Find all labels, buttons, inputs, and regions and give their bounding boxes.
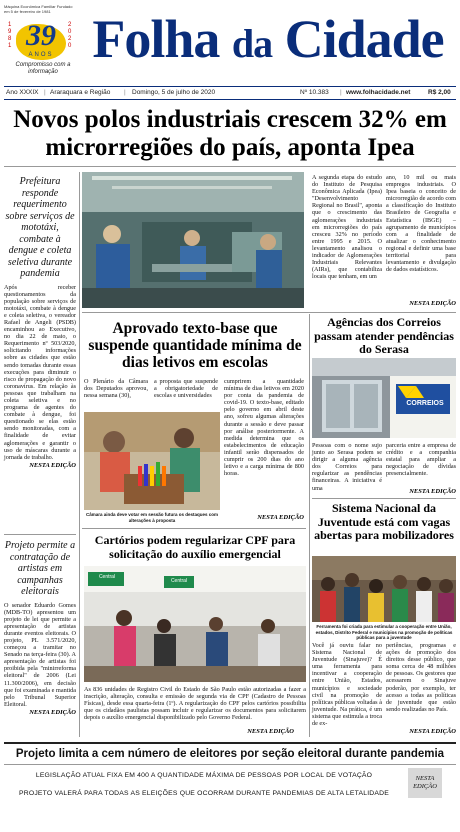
school-col2: a proposta que suspende a obrigatoriedade de escolas e universidades xyxy=(154,378,218,400)
mototaxi-headline[interactable]: Prefeitura responde requerimento sobre serviços de mototáxi, combate à dengue e coleta seletiva durante pandemia xyxy=(5,176,75,279)
footer-subline-2: PROJETO VALERÁ PARA TODAS AS ELEIÇÕES QUE OCORRAM DURANTE PANDEMIAS DE ALTA LETALIDADE xyxy=(19,790,389,797)
info-separator: | xyxy=(124,89,126,96)
badge-year-start: 1981 xyxy=(8,22,12,49)
edition-info-bar xyxy=(4,86,456,100)
left-column-divider xyxy=(4,534,76,535)
footer-edition-badge[interactable]: NESTA EDIÇÃO xyxy=(408,768,442,798)
sinajuve-col2: periências, programas e ações de promoção dos direitos desse público, que soma cerca de 48 milhões de pessoas. Os gestores que acessarem o Sinajuve poderão, por exemplo, ter acesso a todas as políticas de juventude que estão sendo realizadas no País. xyxy=(386,642,456,713)
left-column xyxy=(4,176,76,469)
sinajuve-photo xyxy=(312,556,456,622)
school-col1: O Plenário da Câmara dos Deputados aprovou, nessa semana (30), xyxy=(84,378,148,400)
info-year: Ano XXXIX xyxy=(6,89,39,96)
artists-body: O senador Eduardo Gomes (MDB-TO) apresentou um projeto de lei que permite a apresentação de artistas durante eventos eleitorais. O projeto, PL 3.571/2020, começou a tramitar no Senado na terça-feira (30). A apresentação de artistas foi proibida pela "minirreforma eleitoral" de 2006 (Lei 11.300/2006), em decisão que foi examinada e mantida pelo Tribunal Superior Eleitoral. xyxy=(4,601,76,708)
artists-headline[interactable]: Projeto permite a contratação de artistas em campanhas eleitorais xyxy=(4,540,76,597)
lead-story-col1: A segunda etapa do estudo do Instituto de Pesquisa Econômica Aplicada (Ipea) "Desenvolvimento Regional no Brasil", aponta que o crescimento das aglomerações industriais em microrregiões do país cresceu 32% no período entre 1995 e 2015. O levantamento analisou o indicador de Aglomerações Industriais Relevantes (AIRs), que contabiliza locais que tenham, em um xyxy=(312,174,382,281)
cartorio-photo xyxy=(84,566,306,682)
info-price: R$ 2,00 xyxy=(428,89,451,96)
factory-photo xyxy=(82,172,304,308)
footer-story xyxy=(4,742,456,828)
correios-logo-text: CORREIOS xyxy=(406,400,444,407)
badge-year-end: 2020 xyxy=(68,22,72,49)
mototaxi-edition-tag[interactable]: NESTA EDIÇÃO xyxy=(29,461,76,469)
sinajuve-edition-tag[interactable]: NESTA EDIÇÃO xyxy=(409,728,456,735)
logo-word-folha: Folha xyxy=(92,9,220,69)
sinajuve-headline[interactable]: Sistema Nacional da Juventude está com vagas abertas para mobilizadores xyxy=(314,501,454,542)
footer-divider xyxy=(4,764,456,765)
footer-headline[interactable]: Projeto limita a cem número de eleitores por seção eleitoral durante pandemia xyxy=(15,748,445,760)
info-issue-number: Nº 10.383 xyxy=(300,89,329,96)
school-photo-caption: Câmara ainda deve votar em sessão futura os destaques com alterações à proposta xyxy=(85,512,219,523)
lead-story-col2: ano, 10 mil ou mais empregos industriais. O Ipea baseia o conceito de microrregião de acordo com a classificação do Instituto Brasileiro de Geografia e Estatística (IBGE) – agrupamento de municípios com a finalidade de atualizar o conhecimento regional e definir uma base territorial para levantamento e divulgação de dados estatísticos. xyxy=(386,174,456,274)
school-headline[interactable]: Aprovado texto-base que suspende quantidade mínima de dias letivos em escolas xyxy=(88,320,302,371)
masthead xyxy=(4,2,456,84)
factory-illustration xyxy=(82,172,304,308)
info-separator: | xyxy=(340,89,342,96)
school-story-divider xyxy=(82,528,306,529)
school-photo xyxy=(84,412,220,510)
info-date: Domingo, 5 de julho de 2020 xyxy=(132,89,216,96)
footer-subline-1: LEGISLAÇÃO ATUAL FIXA EM 400 A QUANTIDADE MÁXIMA DE PESSOAS POR LOCAL DE VOTAÇÃO xyxy=(35,772,373,779)
badge-founding-note: Máquina Econômica Familiar Fundado em 5 de fevereiro de 1981 xyxy=(4,4,73,14)
artists-edition-tag[interactable]: NESTA EDIÇÃO xyxy=(29,708,76,716)
newspaper-logo[interactable] xyxy=(80,6,456,77)
cpf-edition-tag[interactable]: NESTA EDIÇÃO xyxy=(247,728,294,735)
headline-divider xyxy=(4,166,456,167)
info-separator: | xyxy=(44,89,46,96)
cpf-body: As 836 unidades de Registro Civil do Estado de São Paulo estão autorizadas a fazer a inscrição, alteração, consulta e emissão de segunda via de CPF (Cadastro de Pessoas Físicas), desde essa quarta-feira (1º). A regularização do CPF pelos cartórios possibilita que os cidadãos paulistas possam incluir e regularizar os documentos para solicitarem depois o auxílio emergencial disponibilizado pelo Governo Federal. xyxy=(84,686,306,722)
left-column-separator xyxy=(79,172,80,737)
logo-word-cidade: Cidade xyxy=(284,9,444,69)
badge-anos-label: ANOS xyxy=(28,52,54,58)
cpf-headline[interactable]: Cartórios podem regularizar CPF para solicitação do auxílio emergencial xyxy=(94,533,296,561)
classroom-illustration xyxy=(84,412,220,510)
sinajuve-col1: Você já ouviu falar no Sistema Nacional de Juventude (Sinajuve)? É uma ferramenta para incentivar a cooperação entre União, Estados, municípios e sociedade civil na promoção de políticas públicas voltadas à juventude. Na prática, é um sistema que estimula a troca de ex- xyxy=(312,642,382,728)
cartorio-illustration xyxy=(84,566,306,682)
info-website[interactable]: www.folhacidade.net xyxy=(346,89,411,96)
correios-storefront-illustration xyxy=(312,358,456,438)
correios-photo xyxy=(312,358,456,438)
sinajuve-photo-caption: Ferramenta foi criada para estimular a cooperação entre União, estados, Distrito Federal e municípios na promoção de políticas públicas para a juventude xyxy=(315,624,453,640)
lead-story-edition-tag[interactable]: NESTA EDIÇÃO xyxy=(409,300,456,307)
badge-tagline: Compromisso com a informação xyxy=(15,62,71,75)
youth-group-illustration xyxy=(312,556,456,622)
right-column-separator xyxy=(309,314,310,737)
lead-story-divider xyxy=(82,312,456,313)
left-column-story2 xyxy=(4,540,76,716)
correios-headline[interactable]: Agências dos Correios passam atender pendências do Serasa xyxy=(314,315,454,356)
main-headline[interactable]: Novos polos industriais crescem 32% em microrregiões do país, aponta Ipea xyxy=(13,106,447,161)
mototaxi-body: Após receber questionamentos da população sobre serviços de mototáxi, combate à dengue e coleta seletiva, o vereador Rafael de Angeli (PSDB) encaminhou ao Executivo, no dia 22 de maio, o Requerimento nº 503/2020, solicitando informações sobre as cidades que estão sendo tomadas durante essas execuções para diminuir o risco de propagação do novo coronavírus. Em relação às pessoas que trabalham na coleta seletiva e no programa de agentes do combate à dengue, foi questionado se elas estão sendo monitoradas, com a finalidade de evitar aglomerações e garantir o uso de máscaras durante a jornada de trabalho. xyxy=(4,283,76,461)
badge-number: 39 xyxy=(26,19,56,52)
correios-edition-tag[interactable]: NESTA EDIÇÃO xyxy=(409,488,456,495)
school-col3: cumprirem a quantidade mínima de dias letivos em 2020 por conta da pandemia de covid-19. O texto-base, editado pelo governo em abril deste ano, sofreu algumas alterações durante a sessão e deve passar por análise posteriormente. A medida determina que os estabelecimentos de educação infantil serão dispensados de cumprir os 200 dias do ano letivo e a carga mínima de 800 horas. xyxy=(224,378,304,478)
correios-col1: Pessoas com o nome sujo junto ao Serasa podem se dirigir a alguma agência dos Correios para regularizar as pendências financeiras. A iniciativa é uma xyxy=(312,442,382,492)
cartorio-sign-1: Central xyxy=(98,574,116,580)
correios-col2: parceria entre a empresa de crédito e a companhia estatal para ampliar a negociação de dívidas presencialmente. xyxy=(386,442,456,478)
logo-word-da: da xyxy=(231,21,273,66)
anniversary-badge xyxy=(4,4,78,80)
info-region: Araraquara e Região xyxy=(50,89,111,96)
school-edition-tag[interactable]: NESTA EDIÇÃO xyxy=(257,514,304,521)
correios-divider xyxy=(312,498,456,499)
cartorio-sign-2: Central xyxy=(170,578,188,584)
